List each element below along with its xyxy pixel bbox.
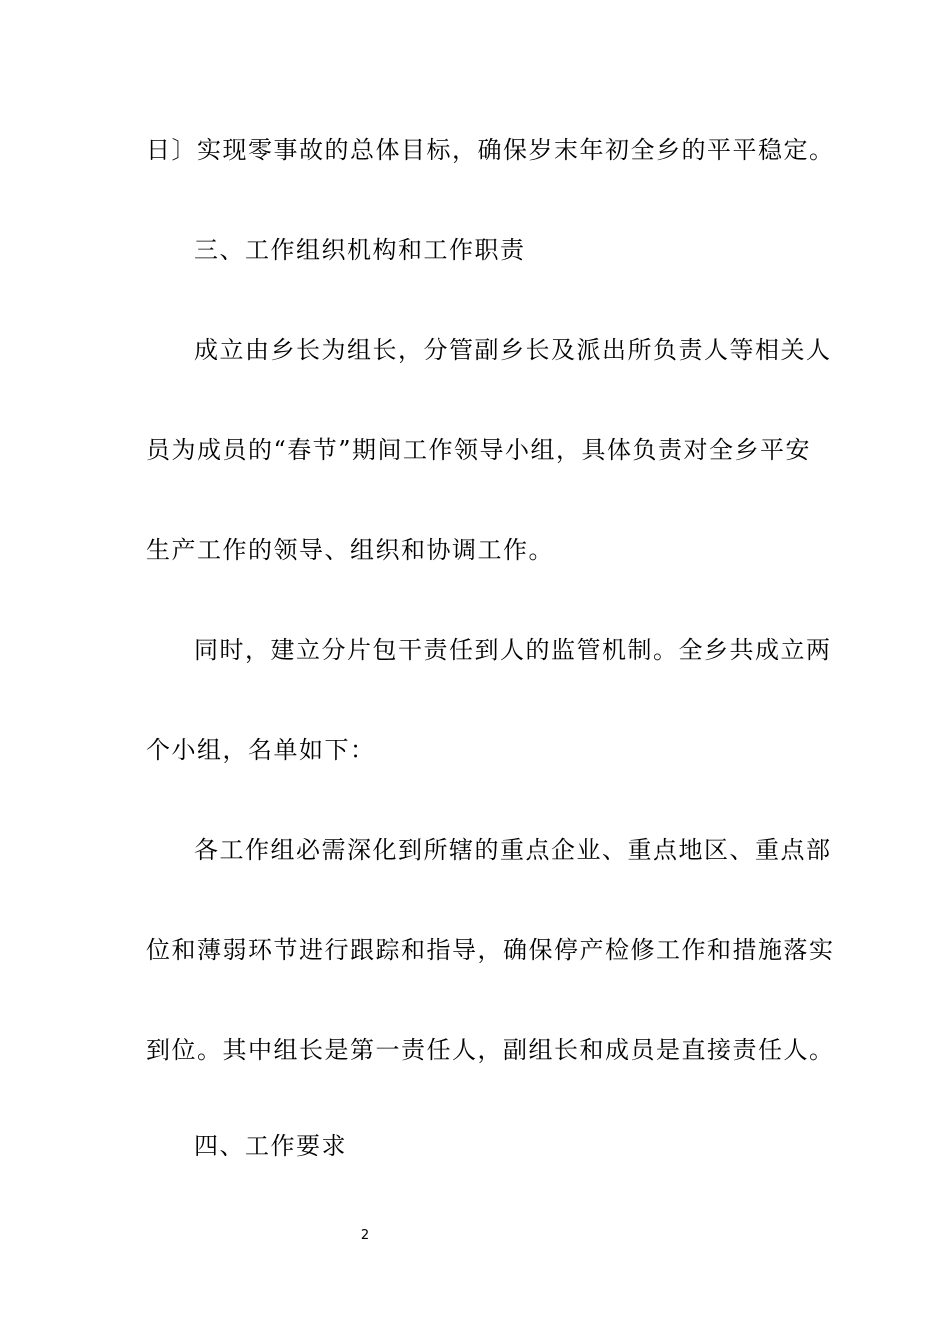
section-heading-3: 三、工作组织机构和工作职责 [194, 236, 526, 264]
text-line-7: 个小组，名单如下： [146, 736, 376, 764]
text-line-3: 成立由乡长为组长，分管副乡长及派出所负责人等相关人 [194, 336, 832, 364]
text-line-1: 日〕实现零事故的总体目标，确保岁末年初全乡的平平稳定。 [146, 136, 835, 164]
text-line-6: 同时，建立分片包干责任到人的监管机制。全乡共成立两 [194, 636, 832, 664]
section-heading-4: 四、工作要求 [194, 1132, 347, 1160]
text-line-10: 到位。其中组长是第一责任人，副组长和成员是直接责任人。 [146, 1036, 835, 1064]
text-line-4: 员为成员的“春节”期间工作领导小组，具体负责对全乡平安 [146, 436, 812, 464]
text-line-5: 生产工作的领导、组织和协调工作。 [146, 536, 554, 564]
text-line-9: 位和薄弱环节进行跟踪和指导，确保停产检修工作和措施落实 [146, 936, 835, 964]
page-number: 2 [360, 1228, 370, 1243]
text-line-8: 各工作组必需深化到所辖的重点企业、重点地区、重点部 [194, 836, 832, 864]
